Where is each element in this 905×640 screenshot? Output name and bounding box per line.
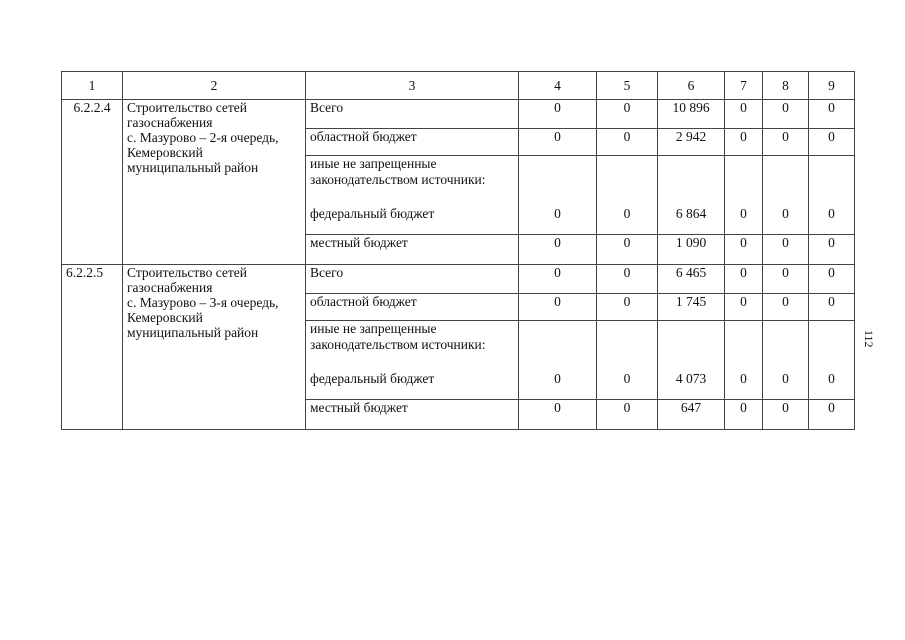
funding-source: Всего <box>306 265 519 294</box>
table-row <box>62 265 855 294</box>
value-cell: 0 <box>519 371 597 400</box>
header-row <box>62 72 855 100</box>
item-name-line: с. Мазурово – 2-я очередь, <box>127 130 279 145</box>
funding-source: местный бюджет <box>306 400 519 430</box>
value-cell: 0 <box>519 400 597 430</box>
value-cell: 0 <box>809 371 855 400</box>
value-cell: 0 <box>763 371 809 400</box>
value-cell: 0 <box>519 294 597 321</box>
value-cell: 0 <box>597 265 658 294</box>
value-cell: 0 <box>763 129 809 156</box>
value-cell: 0 <box>725 265 763 294</box>
value-cell: 0 <box>725 129 763 156</box>
item-name-line: муниципальный район <box>127 160 259 175</box>
value-cell <box>725 321 763 372</box>
item-code: 6.2.2.5 <box>62 265 123 430</box>
header-cell: 5 <box>597 72 658 100</box>
item-name <box>123 100 306 265</box>
value-cell: 0 <box>763 206 809 235</box>
value-cell: 0 <box>809 265 855 294</box>
value-cell: 0 <box>725 206 763 235</box>
table-row <box>62 100 855 129</box>
item-name-line: газоснабжения <box>127 115 213 130</box>
value-cell: 0 <box>763 265 809 294</box>
funding-source: федеральный бюджет <box>306 206 519 235</box>
funding-source: федеральный бюджет <box>306 371 519 400</box>
value-cell <box>597 156 658 207</box>
funding-source: иные не запрещенные законодательством источники: <box>306 156 519 207</box>
value-cell: 2 942 <box>658 129 725 156</box>
value-cell <box>519 156 597 207</box>
value-cell: 0 <box>519 235 597 265</box>
value-cell <box>519 321 597 372</box>
value-cell: 10 896 <box>658 100 725 129</box>
funding-source: иные не запрещенные законодательством источники: <box>306 321 519 372</box>
value-cell: 0 <box>597 129 658 156</box>
header-cell: 3 <box>306 72 519 100</box>
value-cell: 0 <box>809 206 855 235</box>
value-cell: 0 <box>725 371 763 400</box>
value-cell <box>658 321 725 372</box>
value-cell: 0 <box>809 129 855 156</box>
value-cell: 0 <box>725 294 763 321</box>
value-cell: 0 <box>809 235 855 265</box>
value-cell: 6 465 <box>658 265 725 294</box>
item-name-line: Кемеровский <box>127 145 203 160</box>
funding-source: областной бюджет <box>306 129 519 156</box>
value-cell: 0 <box>763 400 809 430</box>
item-name-line: с. Мазурово – 3-я очередь, <box>127 295 279 310</box>
value-cell: 0 <box>597 206 658 235</box>
item-name-line: муниципальный район <box>127 325 259 340</box>
funding-source: Всего <box>306 100 519 129</box>
value-cell <box>809 156 855 207</box>
value-cell: 1 745 <box>658 294 725 321</box>
funding-source: областной бюджет <box>306 294 519 321</box>
value-cell: 0 <box>519 206 597 235</box>
value-cell: 0 <box>597 371 658 400</box>
value-cell: 0 <box>725 235 763 265</box>
value-cell: 0 <box>763 235 809 265</box>
value-cell <box>763 156 809 207</box>
value-cell: 0 <box>597 235 658 265</box>
value-cell: 0 <box>519 100 597 129</box>
value-cell <box>725 156 763 207</box>
header-cell: 7 <box>725 72 763 100</box>
value-cell: 0 <box>519 129 597 156</box>
value-cell <box>658 156 725 207</box>
value-cell: 0 <box>597 100 658 129</box>
value-cell: 4 073 <box>658 371 725 400</box>
value-cell: 0 <box>809 100 855 129</box>
item-name-line: газоснабжения <box>127 280 213 295</box>
value-cell: 0 <box>597 294 658 321</box>
value-cell: 0 <box>763 100 809 129</box>
value-cell: 0 <box>809 400 855 430</box>
header-cell: 2 <box>123 72 306 100</box>
header-cell: 4 <box>519 72 597 100</box>
value-cell: 0 <box>519 265 597 294</box>
value-cell: 0 <box>809 294 855 321</box>
header-cell: 6 <box>658 72 725 100</box>
value-cell: 0 <box>725 100 763 129</box>
item-name-line: Строительство сетей <box>127 265 247 280</box>
header-cell: 1 <box>62 72 123 100</box>
header-cell: 8 <box>763 72 809 100</box>
item-name-line: Кемеровский <box>127 310 203 325</box>
value-cell: 0 <box>597 400 658 430</box>
value-cell: 6 864 <box>658 206 725 235</box>
value-cell <box>597 321 658 372</box>
page-number: 112 <box>862 330 876 348</box>
value-cell: 1 090 <box>658 235 725 265</box>
value-cell: 647 <box>658 400 725 430</box>
value-cell: 0 <box>763 294 809 321</box>
funding-source: местный бюджет <box>306 235 519 265</box>
value-cell <box>809 321 855 372</box>
header-cell: 9 <box>809 72 855 100</box>
item-name <box>123 265 306 430</box>
item-code: 6.2.2.4 <box>62 100 123 265</box>
budget-table <box>61 71 855 430</box>
value-cell: 0 <box>725 400 763 430</box>
value-cell <box>763 321 809 372</box>
item-name-line: Строительство сетей <box>127 100 247 115</box>
